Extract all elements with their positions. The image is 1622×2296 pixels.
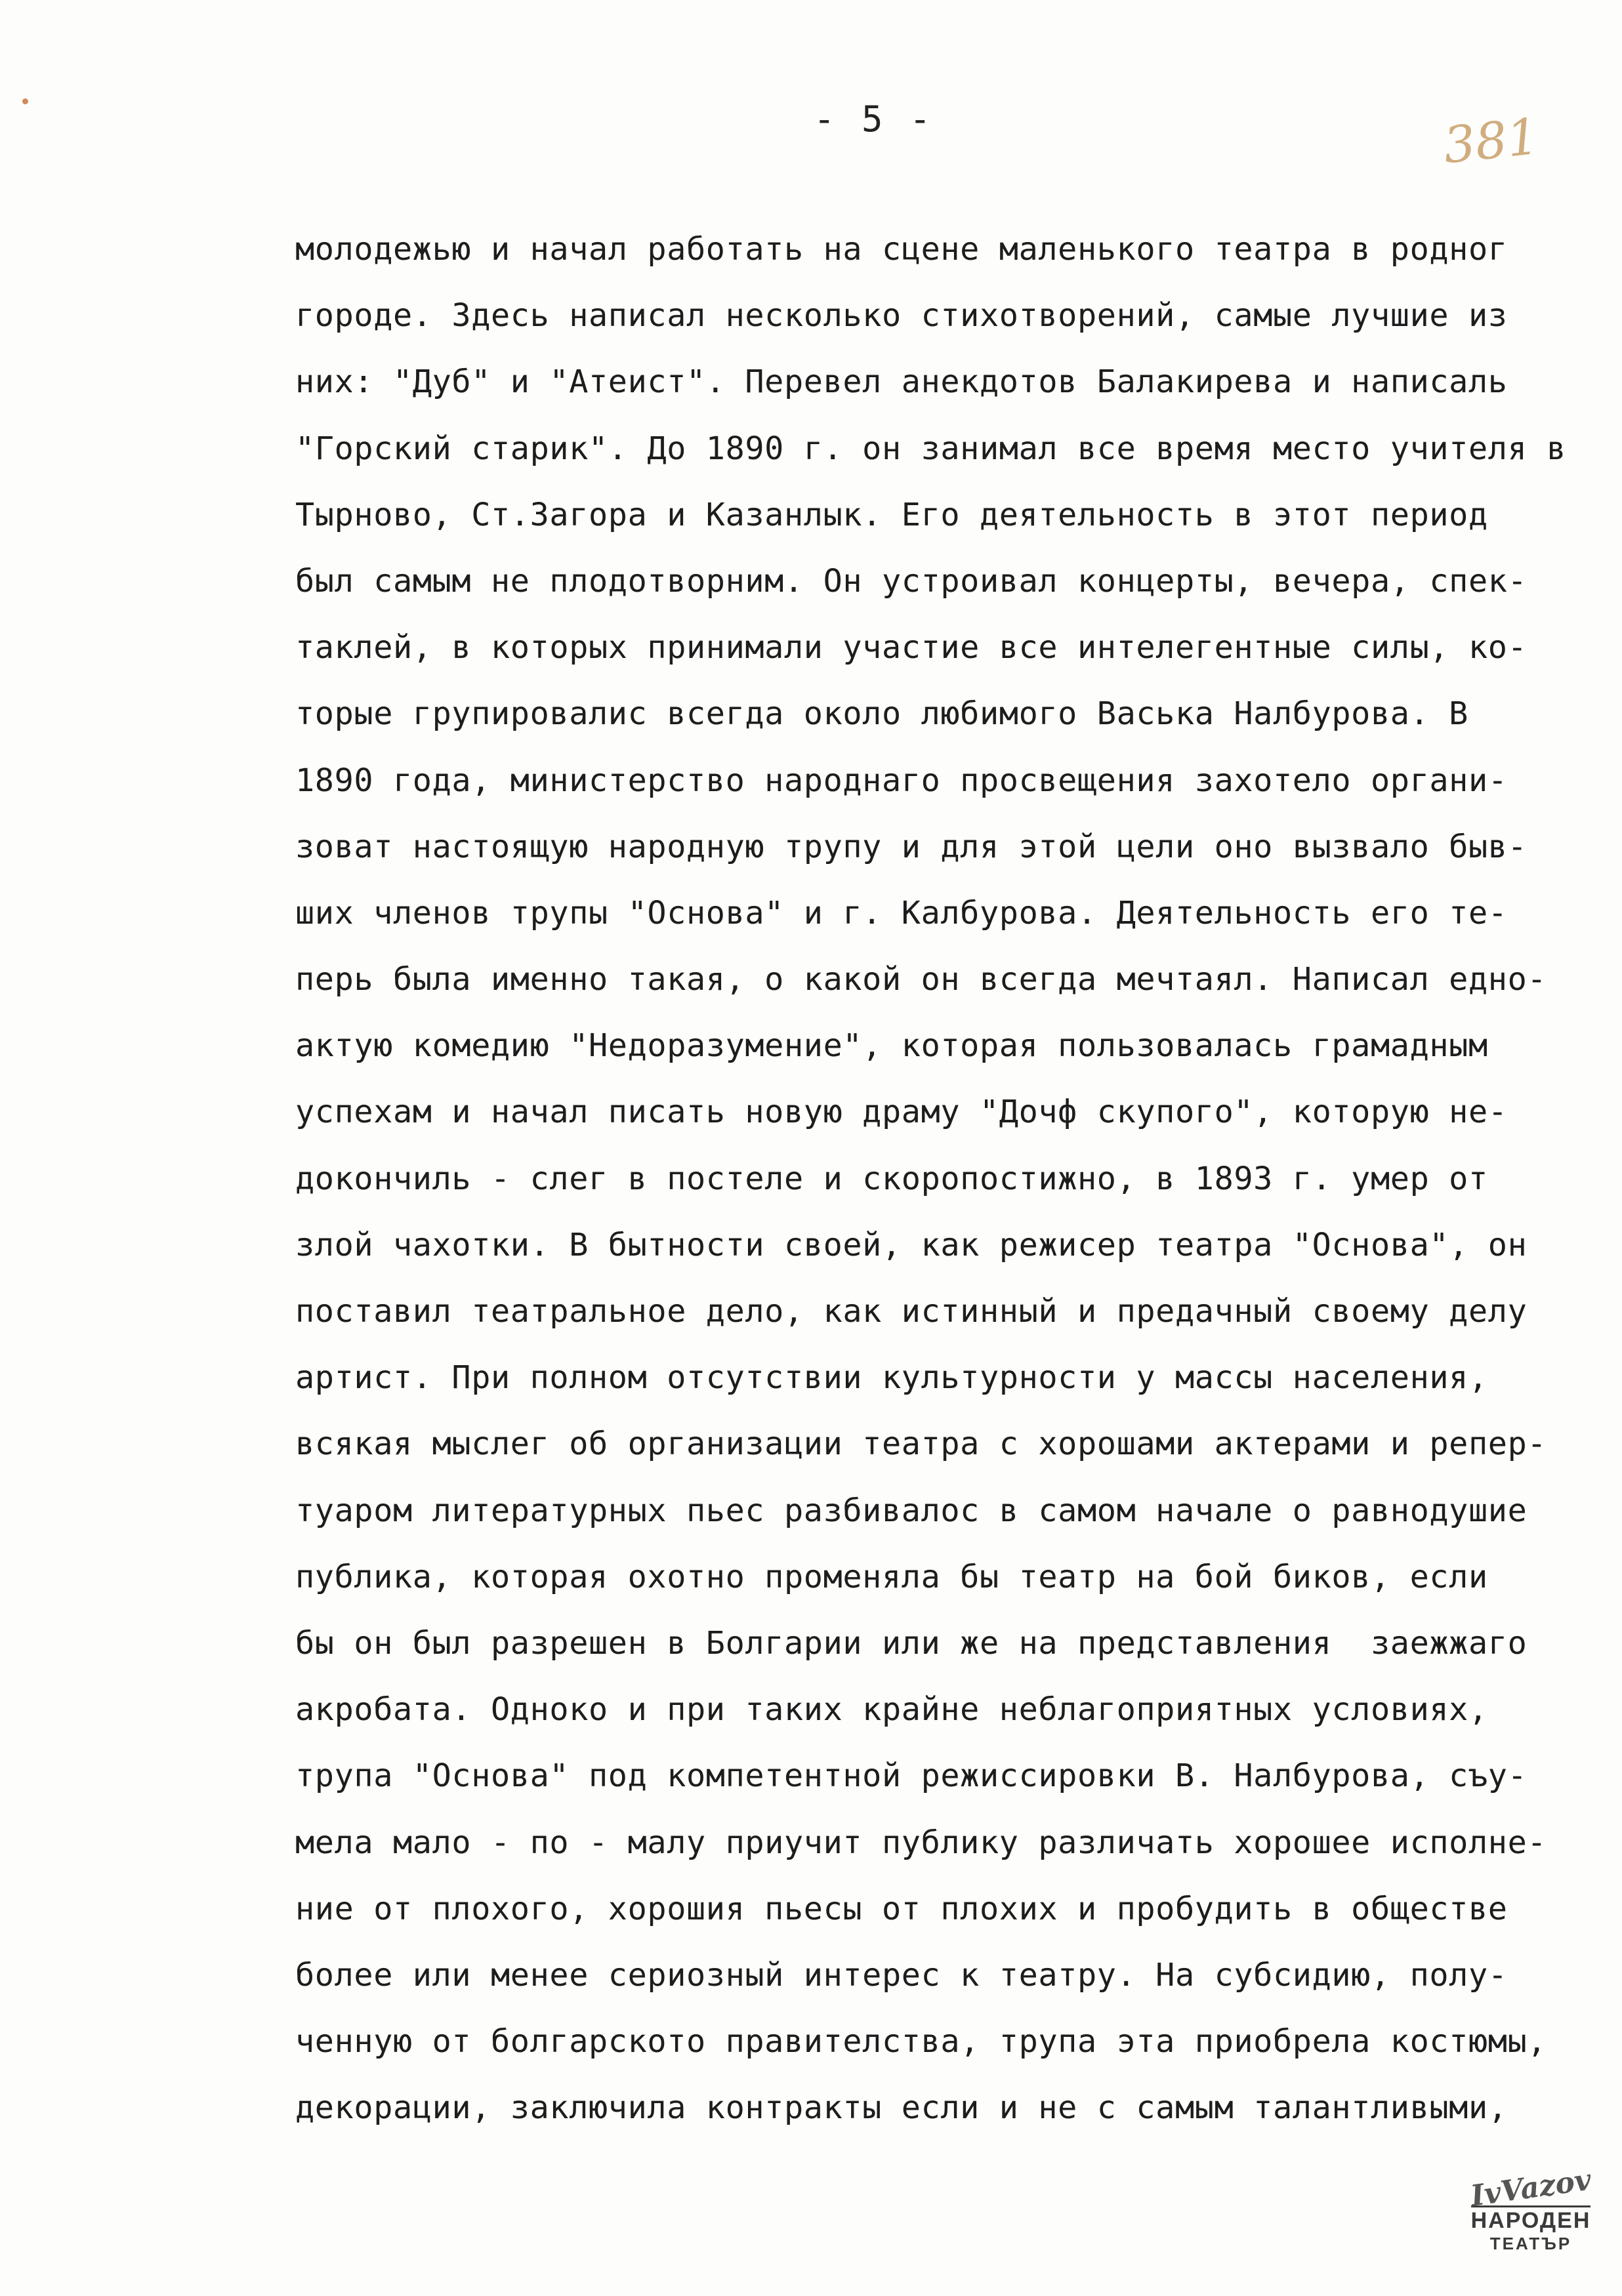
- text-line: туаром литературных пьес разбивалос в самом начале о равнодушие: [295, 1492, 1528, 1529]
- logo-text-top: НАРОДЕН: [1471, 2205, 1591, 2234]
- text-line: 1890 года, министерство народнаго просвещения захотело органи-: [295, 762, 1508, 799]
- text-line: молодежью и начал работать на сцене маленького театра в родног: [295, 231, 1508, 268]
- page-number: - 5 -: [814, 98, 934, 140]
- text-line: них: "Дуб" и "Атеист". Перевел анекдотов Балакирева и написаль: [295, 363, 1508, 401]
- text-line: декорации, заключила контракты если и не с самым талантливыми,: [295, 2089, 1508, 2127]
- text-line: "Горский старик". До 1890 г. он занимал все время место учителя в: [295, 430, 1566, 467]
- text-line: ченную от болгарското правителства, трупа эта приобрела костюмы,: [295, 2023, 1547, 2060]
- text-line: таклей, в которых принимали участие все интелегентные силы, ко-: [295, 629, 1528, 666]
- text-line: ние от плохого, хорошия пьесы от плохих и пробудить в обществе: [295, 1890, 1508, 1927]
- text-line: Тырново, Ст.Загора и Казанлык. Его деятельность в этот период: [295, 496, 1488, 533]
- text-line: докончиль - слег в постеле и скоропостижно, в 1893 г. умер от: [295, 1160, 1488, 1197]
- archive-number: 381: [1440, 106, 1542, 175]
- theatre-logo: [1468, 2163, 1593, 2270]
- text-line: актую комедию "Недоразумение", которая пользовалась грамадным: [295, 1027, 1488, 1065]
- text-line: успехам и начал писать новую драму "Дочф скупого", которую не-: [295, 1094, 1508, 1131]
- text-line: ших членов трупы "Основа" и г. Калбурова. Деятельность его те-: [295, 894, 1508, 932]
- logo-text-bottom: ТЕАТЪР: [1489, 2234, 1572, 2253]
- text-line: городе. Здесь написал несколько стихотворений, самые лучшие из: [295, 297, 1508, 335]
- logo-signature: IvVazov: [1468, 2163, 1593, 2213]
- text-line: мела мало - по - малу приучит публику различать хорошее исполне-: [295, 1824, 1547, 1861]
- ink-spot: [22, 98, 28, 104]
- text-line: публика, которая охотно променяла бы театр на бой биков, если: [295, 1558, 1488, 1595]
- text-line: бы он был разрешен в Болгарии или же на представления заежжаго: [295, 1624, 1528, 1662]
- text-line: зоват настоящую народную трупу и для этой цели оно вызвало быв-: [295, 828, 1528, 865]
- text-line: более или менее сериозный интерес к театру. На субсидию, полу-: [295, 1956, 1508, 1994]
- text-line: злой чахотки. В бытности своей, как режисер театра "Основа", он: [295, 1226, 1528, 1263]
- typewritten-text: [295, 226, 1601, 2151]
- text-line: торые групировалис всегда около любимого Васька Налбурова. В: [295, 695, 1468, 733]
- text-line: трупа "Основа" под компетентной режиссировки В. Налбурова, съу-: [295, 1757, 1528, 1795]
- text-line: всякая мыслег об организации театра с хорошами актерами и репер-: [295, 1425, 1547, 1463]
- text-line: перь была именно такая, о какой он всегда мечтаял. Написал едно-: [295, 961, 1547, 998]
- text-line: акробата. Одноко и при таких крайне неблагоприятных условиях,: [295, 1691, 1488, 1729]
- text-line: был самым не плодотворним. Он устроивал концерты, вечера, спек-: [295, 562, 1528, 600]
- text-line: артист. При полном отсутствии культурности у массы населения,: [295, 1359, 1488, 1397]
- text-line: поставил театральное дело, как истинный и предачный своему делу: [295, 1293, 1528, 1330]
